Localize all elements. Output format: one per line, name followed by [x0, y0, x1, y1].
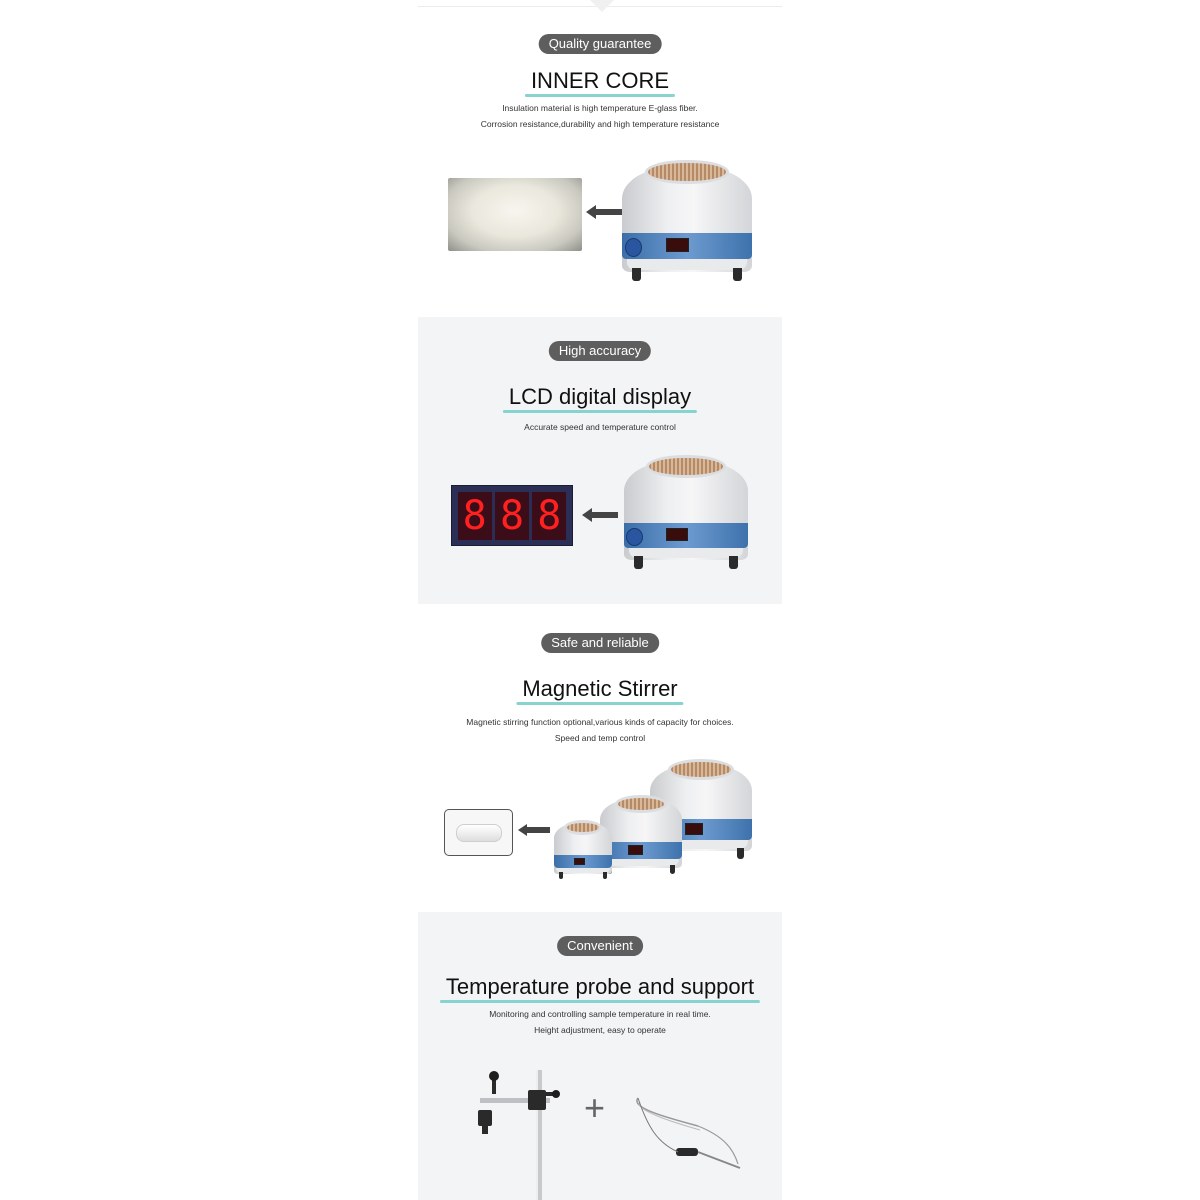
- section-title: LCD digital display: [508, 384, 692, 409]
- section-temperature-probe: [418, 912, 782, 1200]
- section-description: Accurate speed and temperature control: [524, 422, 676, 432]
- section-title: INNER CORE: [530, 68, 670, 93]
- arrow-left-icon: [586, 204, 622, 220]
- section-tag: Quality guarantee: [539, 34, 662, 54]
- section-tag: Convenient: [557, 936, 643, 956]
- glass-fiber-core-photo: [448, 178, 582, 251]
- lcd-digit: 8: [495, 492, 529, 540]
- support-stand-image: [472, 1070, 572, 1200]
- section-title: Temperature probe and support: [445, 974, 755, 999]
- section-description: Magnetic stirring function optional,various kinds of capacity for choices. Speed and temp control: [466, 717, 734, 743]
- arrow-left-icon: [518, 823, 550, 837]
- heating-mantle-image: [622, 156, 752, 288]
- lcd-display-closeup: [451, 485, 573, 546]
- arrow-left-icon: [582, 507, 618, 523]
- plus-symbol: +: [584, 1087, 606, 1128]
- temperature-probe-image: [628, 1088, 748, 1178]
- stir-bar-icon: [456, 824, 502, 842]
- lcd-digit: 8: [458, 492, 492, 540]
- section-description: Monitoring and controlling sample temperature in real time. Height adjustment, easy to operate: [489, 1009, 711, 1035]
- lcd-digit: 8: [532, 492, 566, 540]
- section-lcd-display: [418, 317, 782, 604]
- product-detail-column: [418, 0, 782, 1200]
- stir-bar-photo: [444, 809, 513, 856]
- heating-mantle-small-image: [554, 818, 612, 882]
- section-tag: Safe and reliable: [541, 633, 659, 653]
- heating-mantle-image: [624, 451, 748, 575]
- section-inner-core: [418, 0, 782, 317]
- section-description: Insulation material is high temperature E-glass fiber. Corrosion resistance,durability and high temperature resistance: [480, 103, 720, 129]
- section-tag: High accuracy: [549, 341, 651, 361]
- heating-mantle-medium-image: [600, 792, 682, 878]
- section-title: Magnetic Stirrer: [522, 676, 678, 701]
- section-magnetic-stirrer: [418, 604, 782, 912]
